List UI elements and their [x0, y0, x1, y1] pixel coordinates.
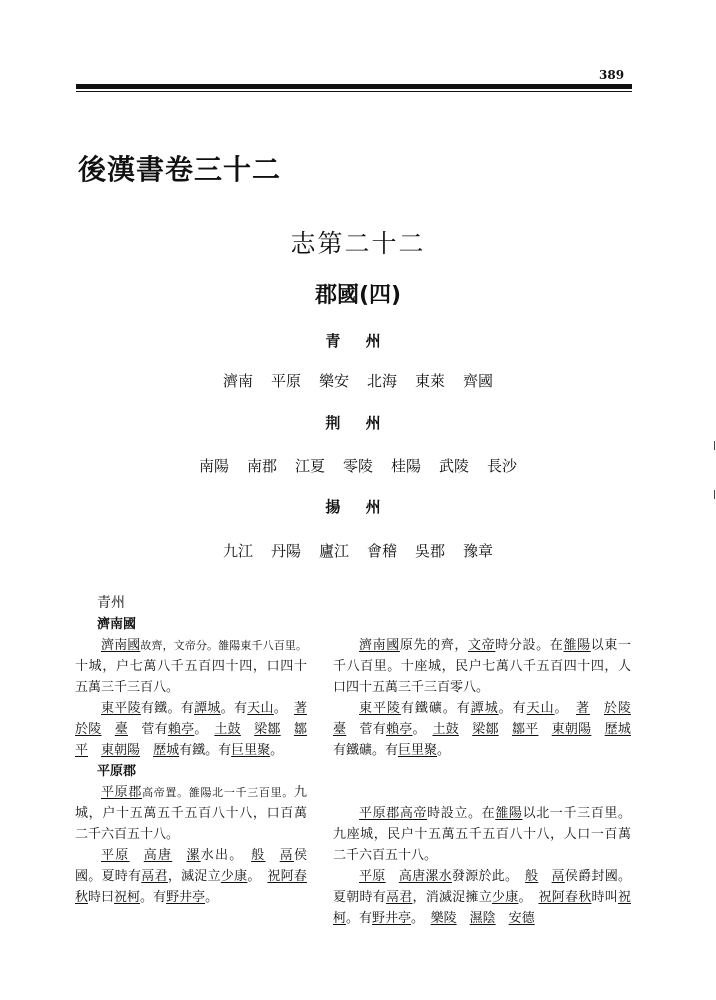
commandery-item: 南郡	[246, 457, 277, 475]
jinan-counties: 東平陵有鐵。有譚城。有天山。 著 於陵 臺 菅有賴亭。 土鼓 梁鄒 鄒平 東朝陽 歷城有鐵。有巨里聚。	[75, 701, 307, 758]
header-rule-thin	[76, 91, 632, 92]
pingyuan-entry: 平原郡高帝置。雒陽北一千三百里。九城，户十五萬五千五百八十八，口百萬二千六百五十八。	[75, 785, 307, 842]
translation-column	[333, 635, 631, 929]
commandery-item: 零陵	[342, 457, 373, 475]
jinan-entry: 濟南國故齊，文帝分。雒陽東千八百里。十城，户七萬八千五百四十四，口四十五萬三千三百八。	[75, 638, 307, 695]
province-heading-qing: 青 州	[325, 332, 391, 350]
commandery-item: 長沙	[487, 457, 518, 475]
commandery-item: 九江	[222, 542, 253, 560]
pingyuan-translation: 平原郡高帝時設立。在雒陽以北一千三百里。九座城，民户十五萬五千五百八十八，人口一百萬二千六百五十八。	[333, 806, 631, 863]
province-label: 青州	[97, 595, 125, 611]
commandery-list-yang	[0, 540, 716, 561]
margin-mark	[714, 490, 715, 499]
section-title: 郡國(四)	[314, 283, 402, 308]
margin-mark	[714, 441, 715, 450]
commandery-item: 東萊	[415, 372, 446, 390]
header-rule-thick	[76, 84, 632, 89]
commandery-item: 會稽	[367, 542, 398, 560]
page-number: 389	[599, 68, 625, 82]
column-spacer	[333, 761, 631, 803]
commandery-item: 平原	[270, 372, 301, 390]
province-heading-jing: 荆 州	[325, 414, 391, 432]
province-heading-yang: 揚 州	[325, 498, 391, 516]
commandery-list-qing	[0, 370, 716, 391]
commandery-item: 樂安	[318, 372, 349, 390]
commandery-item: 齊國	[463, 372, 494, 390]
commandery-item: 北海	[367, 372, 398, 390]
pingyuan-counties-translation: 平原 高唐漯水發源於此。 般 鬲侯爵封國。夏朝時有鬲君，消滅浞擁立少康。 祝阿春秋時叫祝柯。有野井亭。 樂陵 濕陰 安德	[333, 869, 631, 926]
commandery-item: 丹陽	[270, 542, 301, 560]
commandery-item: 南陽	[198, 457, 229, 475]
commandery-item: 吳郡	[415, 542, 446, 560]
jinan-translation: 濟南國原先的齊，文帝時分設。在雒陽以東一千八百里。十座城，民户七萬八千五百四十四，人口四十五萬三千三百零八。	[333, 638, 631, 695]
jinan-counties-translation: 東平陵有鐵礦。有譚城。有天山。 著 於陵 臺 菅有賴亭。 土鼓 梁鄒 鄒平 東朝陽 歷城有鐵礦。有巨里聚。	[333, 701, 631, 758]
commandery-list-jing	[0, 455, 716, 476]
pingyuan-counties: 平原 高唐 漯水出。 般 鬲侯國。夏時有鬲君，滅浞立少康。 祝阿春秋時曰祝柯。有野井亭。	[75, 848, 307, 905]
commandery-item: 江夏	[294, 457, 325, 475]
commandery-heading-pingyuan: 平原郡	[97, 764, 137, 779]
book-title: 後漢書卷三十二	[78, 153, 282, 186]
commandery-heading-jinan: 濟南國	[97, 617, 137, 632]
commandery-item: 廬江	[318, 542, 349, 560]
treatise-title: 志第二十二	[290, 229, 426, 258]
commandery-item: 豫章	[463, 542, 494, 560]
commandery-item: 武陵	[439, 457, 470, 475]
commandery-item: 濟南	[222, 372, 253, 390]
commandery-item: 桂陽	[391, 457, 422, 475]
original-text-column	[75, 593, 307, 908]
